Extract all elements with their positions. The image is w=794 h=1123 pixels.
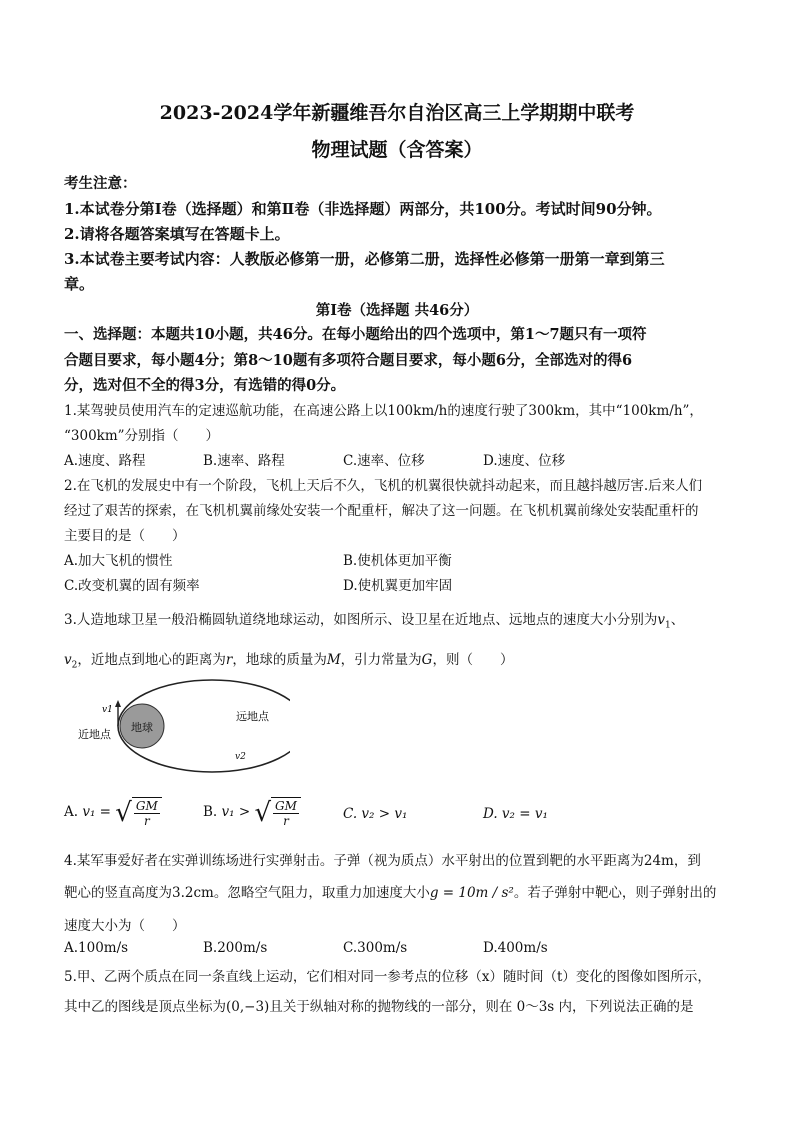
section-instructions-1: 一、选择题：本题共10小题，共46分。在每小题给出的四个选项中，第1～7题只有一项符 bbox=[64, 326, 647, 343]
section-title: 第Ⅰ卷（选择题 共46分） bbox=[315, 302, 479, 319]
q1-option-a: A.速度、路程 bbox=[64, 453, 146, 469]
q4-option-b: B.200m/s bbox=[203, 940, 268, 956]
q1-stem-2: “300km”分别指（ ） bbox=[64, 428, 220, 444]
v1-label: v1 bbox=[102, 705, 113, 715]
note-item-1: 1.本试卷分第Ⅰ卷（选择题）和第Ⅱ卷（非选择题）两部分，共100分。考试时间90分钟。 bbox=[64, 200, 662, 218]
q1-option-b: B.速率、路程 bbox=[203, 453, 285, 469]
gravity-expression: g = 10m / s² bbox=[429, 885, 514, 901]
q5-stem-1: 5.甲、乙两个质点在同一条直线上运动，它们相对同一参考点的位移（x）随时间（t）变化的图像如图所示， bbox=[64, 969, 711, 985]
q4-option-c: C.300m/s bbox=[343, 940, 408, 956]
q1-option-d: D.速度、位移 bbox=[483, 453, 566, 469]
page-title: 2023-2024学年新疆维吾尔自治区高三上学期期中联考 bbox=[159, 102, 635, 124]
q3-option-d: D. v₂ = v₁ bbox=[483, 806, 548, 822]
sqrt-gm-over-r-b: √ $\frac{GM}{r}$ bbox=[254, 797, 300, 828]
note-item-3: 3.本试卷主要考试内容：人教版必修第一册，必修第二册，选择性必修第一册第一章到第三 bbox=[64, 250, 665, 268]
page-subtitle: 物理试题（含答案） bbox=[311, 139, 483, 161]
q1-stem-1: 1.某驾驶员使用汽车的定速巡航功能，在高速公路上以100km/h的速度行驶了300km，其中“100km/h”， bbox=[64, 403, 703, 419]
v1-symbol: v bbox=[657, 612, 666, 628]
q2-stem-3: 主要目的是（ ） bbox=[64, 528, 186, 544]
v2-figure-label: v2 bbox=[235, 752, 246, 762]
q2-stem-1: 2.在飞机的发展史中有一个阶段，飞机上天后不久，飞机的机翼很快就抖动起来，而且越抖越厉害.后来人们 bbox=[64, 478, 703, 494]
v2-symbol: v bbox=[64, 652, 72, 668]
section-instructions-2: 合题目要求，每小题4分；第8～10题有多项符合题目要求，每小题6分，全部选对的得6 bbox=[64, 352, 633, 369]
earth-label: 地球 bbox=[131, 721, 153, 734]
orbit-figure bbox=[70, 676, 290, 776]
q1-option-c: C.速率、位移 bbox=[343, 453, 425, 469]
q2-option-a: A.加大飞机的惯性 bbox=[64, 553, 173, 569]
q3-option-a: A. v₁ = √ $\frac{GM}{r}$ bbox=[64, 797, 162, 828]
q3-option-b: B. v₁ > √ $\frac{GM}{r}$ bbox=[203, 797, 301, 828]
q4-option-a: A.100m/s bbox=[64, 940, 129, 956]
q3-option-c: C. v₂ > v₁ bbox=[343, 806, 408, 822]
perigee-label: 近地点 bbox=[78, 728, 111, 741]
q4-stem-1: 4.某军事爱好者在实弹训练场进行实弹射击。子弹（视为质点）水平射出的位置到靶的水平距离为24m，到 bbox=[64, 853, 701, 869]
q2-stem-2: 经过了艰苦的探索，在飞机机翼前缘处安装一个配重杆，解决了这一问题。在飞机机翼前缘处安装配重杆的 bbox=[64, 503, 699, 519]
q2-option-b: B.使机体更加平衡 bbox=[343, 553, 452, 569]
notes-heading: 考生注意： bbox=[64, 175, 137, 192]
q4-stem-2: 靶心的竖直高度为3.2cm。忽略空气阻力，取重力加速度大小g = 10m / s²。若子弹射中靶心，则子弹射出的 bbox=[64, 885, 717, 901]
q3-stem-1: 3.人造地球卫星一般沿椭圆轨道绕地球运动，如图所示、设卫星在近地点、远地点的速度大小分别为$v_1$、 bbox=[64, 612, 685, 631]
q2-option-c: C.改变机翼的固有频率 bbox=[64, 578, 200, 594]
q4-stem-3: 速度大小为（ ） bbox=[64, 918, 186, 934]
apogee-label: 远地点 bbox=[236, 710, 269, 723]
q3-stem-2: $v_2$，近地点到地心的距离为r，地球的质量为M，引力常量为G，则（ ） bbox=[64, 652, 514, 671]
q4-option-d: D.400m/s bbox=[483, 940, 548, 956]
note-item-2: 2.请将各题答案填写在答题卡上。 bbox=[64, 225, 290, 243]
q2-option-d: D.使机翼更加牢固 bbox=[343, 578, 453, 594]
section-instructions-3: 分，选对但不全的得3分，有选错的得0分。 bbox=[64, 377, 346, 394]
q5-stem-2: 其中乙的图线是顶点坐标为(0,−3)且关于纵轴对称的抛物线的一部分，则在 0～3s 内，下列说法正确的是 bbox=[64, 999, 694, 1015]
vertex-coordinate: (0,−3) bbox=[226, 999, 270, 1015]
v1-arrow-head bbox=[115, 700, 121, 707]
note-item-3-cont: 章。 bbox=[64, 275, 95, 293]
sqrt-gm-over-r-a: √ $\frac{GM}{r}$ bbox=[115, 797, 161, 828]
